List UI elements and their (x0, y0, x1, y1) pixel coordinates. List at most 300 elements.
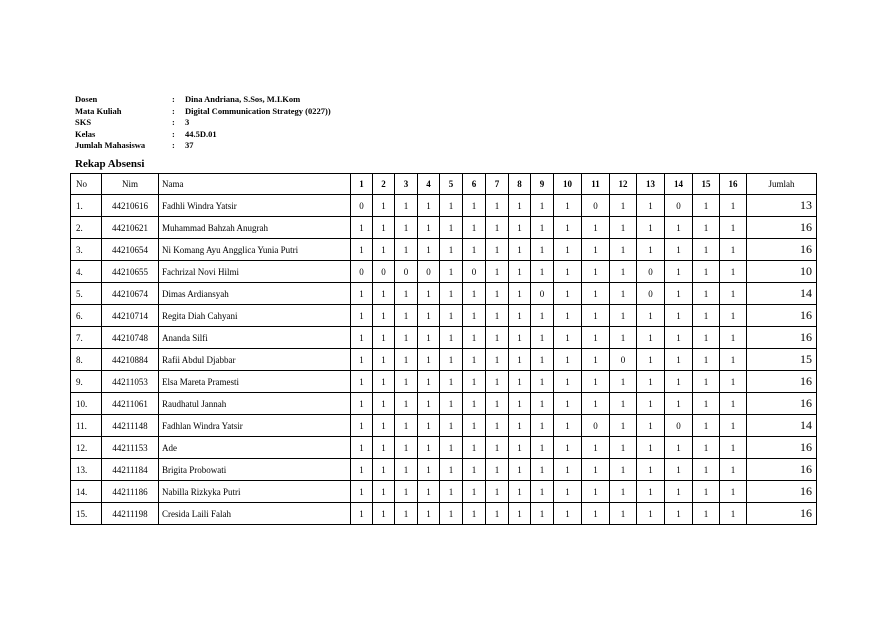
attendance-mark: 0 (463, 261, 486, 283)
attendance-mark: 1 (486, 327, 509, 349)
attendance-mark: 1 (486, 195, 509, 217)
attendance-mark: 1 (554, 261, 582, 283)
attendance-mark: 1 (351, 459, 373, 481)
row-number: 12. (71, 437, 102, 459)
attendance-mark: 1 (665, 305, 693, 327)
attendance-mark: 1 (637, 305, 665, 327)
table-row (71, 305, 817, 327)
attendance-mark: 1 (463, 393, 486, 415)
course-label: Mata Kuliah (75, 105, 122, 116)
row-number: 14. (71, 481, 102, 503)
attendance-mark: 1 (509, 437, 531, 459)
attendance-mark: 1 (373, 217, 395, 239)
attendance-mark: 1 (610, 371, 637, 393)
attendance-mark: 1 (373, 349, 395, 371)
attendance-mark: 1 (395, 371, 418, 393)
attendance-mark: 0 (351, 195, 373, 217)
attendance-mark: 0 (531, 283, 554, 305)
student-name: Ni Komang Ayu Angglica Yunia Putri (159, 239, 351, 261)
attendance-mark: 1 (637, 481, 665, 503)
attendance-mark: 1 (418, 437, 440, 459)
attendance-mark: 1 (665, 349, 693, 371)
attendance-mark: 1 (440, 283, 463, 305)
attendance-mark: 1 (395, 195, 418, 217)
attendance-mark: 1 (440, 459, 463, 481)
row-number: 11. (71, 415, 102, 437)
attendance-mark: 1 (395, 349, 418, 371)
attendance-mark: 1 (554, 327, 582, 349)
table-row (71, 371, 817, 393)
attendance-mark: 1 (531, 459, 554, 481)
attendance-mark: 1 (531, 437, 554, 459)
attendance-mark: 1 (351, 327, 373, 349)
attendance-total: 16 (747, 239, 817, 261)
attendance-mark: 1 (610, 503, 637, 525)
student-nim: 44211198 (102, 503, 159, 525)
student-name: Rafii Abdul Djabbar (159, 349, 351, 371)
header-meeting-6: 6 (463, 174, 486, 195)
attendance-mark: 1 (463, 349, 486, 371)
colon: : (172, 128, 175, 139)
attendance-mark: 1 (509, 393, 531, 415)
attendance-mark: 1 (720, 459, 747, 481)
student-name: Nabilla Rizkyka Putri (159, 481, 351, 503)
header-meeting-1: 1 (351, 174, 373, 195)
attendance-mark: 1 (440, 239, 463, 261)
table-row (71, 283, 817, 305)
attendance-mark: 1 (720, 393, 747, 415)
attendance-mark: 1 (418, 239, 440, 261)
attendance-mark: 0 (351, 261, 373, 283)
row-number: 7. (71, 327, 102, 349)
row-number: 1. (71, 195, 102, 217)
attendance-mark: 1 (418, 503, 440, 525)
attendance-mark: 1 (693, 195, 720, 217)
attendance-mark: 1 (509, 503, 531, 525)
header-meeting-16: 16 (720, 174, 747, 195)
table-row (71, 415, 817, 437)
student-count-row (75, 140, 331, 152)
row-number: 13. (71, 459, 102, 481)
colon: : (172, 105, 175, 116)
attendance-mark: 1 (720, 283, 747, 305)
attendance-mark: 1 (720, 503, 747, 525)
attendance-mark: 1 (720, 239, 747, 261)
student-name: Brigita Probowati (159, 459, 351, 481)
attendance-mark: 1 (395, 503, 418, 525)
attendance-mark: 1 (395, 217, 418, 239)
table-row (71, 195, 817, 217)
header-meeting-2: 2 (373, 174, 395, 195)
attendance-mark: 0 (610, 349, 637, 371)
student-nim: 44210655 (102, 261, 159, 283)
attendance-mark: 1 (351, 239, 373, 261)
student-nim: 44211184 (102, 459, 159, 481)
attendance-mark: 1 (440, 217, 463, 239)
attendance-mark: 1 (486, 481, 509, 503)
attendance-mark: 1 (693, 371, 720, 393)
attendance-mark: 1 (693, 481, 720, 503)
attendance-mark: 1 (373, 195, 395, 217)
attendance-mark: 1 (720, 195, 747, 217)
attendance-mark: 1 (554, 283, 582, 305)
colon: : (172, 140, 175, 151)
attendance-mark: 0 (373, 261, 395, 283)
header-meeting-7: 7 (486, 174, 509, 195)
attendance-mark: 1 (720, 371, 747, 393)
student-nim: 44211153 (102, 437, 159, 459)
attendance-mark: 1 (554, 393, 582, 415)
attendance-mark: 1 (418, 305, 440, 327)
attendance-mark: 1 (486, 305, 509, 327)
attendance-mark: 1 (531, 503, 554, 525)
attendance-mark: 1 (373, 481, 395, 503)
table-body (71, 195, 817, 525)
attendance-mark: 1 (463, 239, 486, 261)
attendance-mark: 1 (665, 239, 693, 261)
attendance-mark: 1 (351, 305, 373, 327)
attendance-mark: 1 (582, 217, 610, 239)
attendance-mark: 0 (637, 283, 665, 305)
attendance-total: 14 (747, 283, 817, 305)
attendance-mark: 1 (418, 459, 440, 481)
attendance-mark: 1 (418, 217, 440, 239)
attendance-mark: 1 (637, 393, 665, 415)
attendance-mark: 1 (351, 503, 373, 525)
attendance-mark: 1 (351, 393, 373, 415)
attendance-mark: 1 (509, 305, 531, 327)
header-total: Jumlah (747, 174, 817, 195)
attendance-mark: 1 (463, 415, 486, 437)
attendance-total: 16 (747, 305, 817, 327)
student-nim: 44210621 (102, 217, 159, 239)
attendance-mark: 1 (665, 503, 693, 525)
attendance-total: 10 (747, 261, 817, 283)
attendance-mark: 0 (582, 415, 610, 437)
student-name: Ade (159, 437, 351, 459)
attendance-mark: 1 (665, 459, 693, 481)
header-meeting-14: 14 (665, 174, 693, 195)
header-meeting-12: 12 (610, 174, 637, 195)
attendance-mark: 1 (665, 217, 693, 239)
attendance-mark: 1 (509, 217, 531, 239)
attendance-mark: 1 (418, 195, 440, 217)
attendance-mark: 1 (463, 327, 486, 349)
attendance-mark: 1 (582, 261, 610, 283)
attendance-mark: 1 (509, 327, 531, 349)
table-row (71, 459, 817, 481)
attendance-mark: 1 (351, 371, 373, 393)
attendance-mark: 1 (693, 239, 720, 261)
attendance-mark: 1 (554, 459, 582, 481)
attendance-mark: 1 (693, 393, 720, 415)
table-row (71, 393, 817, 415)
attendance-mark: 1 (693, 305, 720, 327)
table-row (71, 217, 817, 239)
header-no: No (71, 174, 102, 195)
student-nim: 44210714 (102, 305, 159, 327)
attendance-mark: 1 (351, 217, 373, 239)
attendance-total: 16 (747, 217, 817, 239)
attendance-mark: 1 (720, 349, 747, 371)
attendance-mark: 1 (554, 305, 582, 327)
attendance-mark: 1 (610, 393, 637, 415)
attendance-mark: 1 (582, 481, 610, 503)
attendance-mark: 1 (610, 305, 637, 327)
attendance-mark: 1 (610, 283, 637, 305)
attendance-mark: 1 (531, 393, 554, 415)
attendance-mark: 0 (637, 261, 665, 283)
attendance-mark: 1 (351, 415, 373, 437)
attendance-mark: 1 (531, 239, 554, 261)
student-name: Fadhli Windra Yatsir (159, 195, 351, 217)
attendance-mark: 1 (395, 393, 418, 415)
attendance-mark: 1 (418, 349, 440, 371)
attendance-mark: 1 (531, 305, 554, 327)
attendance-mark: 1 (463, 283, 486, 305)
attendance-mark: 1 (665, 261, 693, 283)
attendance-mark: 1 (395, 481, 418, 503)
attendance-mark: 1 (693, 217, 720, 239)
student-name: Regita Diah Cahyani (159, 305, 351, 327)
student-name: Raudhatul Jannah (159, 393, 351, 415)
attendance-mark: 1 (373, 503, 395, 525)
attendance-mark: 1 (554, 195, 582, 217)
attendance-mark: 1 (463, 481, 486, 503)
attendance-mark: 1 (440, 261, 463, 283)
table-row (71, 327, 817, 349)
attendance-mark: 1 (582, 437, 610, 459)
attendance-mark: 1 (509, 415, 531, 437)
attendance-mark: 0 (395, 261, 418, 283)
attendance-mark: 1 (395, 437, 418, 459)
attendance-mark: 1 (665, 327, 693, 349)
course-info (75, 94, 331, 152)
section-title: Rekap Absensi (75, 158, 145, 170)
attendance-mark: 1 (610, 239, 637, 261)
attendance-mark: 1 (720, 217, 747, 239)
class-value: 44.5D.01 (185, 128, 217, 139)
attendance-mark: 1 (509, 481, 531, 503)
attendance-mark: 1 (554, 371, 582, 393)
attendance-mark: 0 (665, 415, 693, 437)
attendance-total: 14 (747, 415, 817, 437)
student-nim: 44211186 (102, 481, 159, 503)
attendance-mark: 1 (554, 349, 582, 371)
attendance-mark: 1 (395, 239, 418, 261)
header-meeting-8: 8 (509, 174, 531, 195)
attendance-mark: 1 (665, 283, 693, 305)
attendance-mark: 1 (720, 481, 747, 503)
attendance-mark: 1 (463, 437, 486, 459)
attendance-mark: 1 (582, 327, 610, 349)
attendance-mark: 1 (720, 327, 747, 349)
student-nim: 44210654 (102, 239, 159, 261)
attendance-mark: 1 (440, 415, 463, 437)
attendance-mark: 1 (440, 503, 463, 525)
row-number: 5. (71, 283, 102, 305)
attendance-mark: 1 (720, 305, 747, 327)
attendance-mark: 1 (373, 415, 395, 437)
student-nim: 44210674 (102, 283, 159, 305)
attendance-mark: 1 (531, 261, 554, 283)
attendance-total: 13 (747, 195, 817, 217)
attendance-mark: 1 (554, 415, 582, 437)
student-name: Fadhlan Windra Yatsir (159, 415, 351, 437)
attendance-mark: 1 (610, 217, 637, 239)
row-number: 15. (71, 503, 102, 525)
row-number: 4. (71, 261, 102, 283)
lecturer-label: Dosen (75, 94, 98, 104)
student-name: Fachrizal Novi Hilmi (159, 261, 351, 283)
header-meeting-15: 15 (693, 174, 720, 195)
attendance-mark: 1 (610, 437, 637, 459)
attendance-mark: 1 (693, 327, 720, 349)
colon: : (172, 117, 175, 128)
attendance-total: 16 (747, 393, 817, 415)
attendance-mark: 1 (351, 481, 373, 503)
attendance-mark: 0 (665, 195, 693, 217)
attendance-mark: 1 (665, 393, 693, 415)
student-count-label: Jumlah Mahasiswa (75, 140, 146, 151)
attendance-total: 16 (747, 371, 817, 393)
header-meeting-3: 3 (395, 174, 418, 195)
attendance-mark: 1 (509, 239, 531, 261)
row-number: 10. (71, 393, 102, 415)
attendance-mark: 1 (509, 195, 531, 217)
student-nim: 44211061 (102, 393, 159, 415)
attendance-mark: 1 (463, 459, 486, 481)
attendance-mark: 1 (582, 503, 610, 525)
attendance-mark: 1 (418, 283, 440, 305)
student-name: Cresida Laili Falah (159, 503, 351, 525)
attendance-mark: 1 (373, 459, 395, 481)
student-nim: 44211053 (102, 371, 159, 393)
table-row (71, 437, 817, 459)
attendance-mark: 1 (486, 393, 509, 415)
student-count-value: 37 (185, 140, 194, 151)
header-meeting-11: 11 (582, 174, 610, 195)
attendance-mark: 1 (720, 261, 747, 283)
attendance-mark: 1 (637, 459, 665, 481)
attendance-mark: 1 (610, 459, 637, 481)
attendance-total: 16 (747, 459, 817, 481)
attendance-mark: 1 (554, 217, 582, 239)
attendance-mark: 1 (509, 459, 531, 481)
attendance-mark: 1 (486, 217, 509, 239)
attendance-mark: 1 (531, 371, 554, 393)
row-number: 9. (71, 371, 102, 393)
student-nim: 44211148 (102, 415, 159, 437)
attendance-mark: 1 (418, 415, 440, 437)
attendance-mark: 1 (486, 459, 509, 481)
attendance-mark: 1 (373, 437, 395, 459)
attendance-mark: 1 (582, 283, 610, 305)
attendance-total: 16 (747, 437, 817, 459)
course-row (75, 106, 331, 118)
class-row (75, 129, 331, 141)
attendance-mark: 1 (637, 217, 665, 239)
attendance-mark: 1 (486, 415, 509, 437)
attendance-mark: 1 (693, 503, 720, 525)
attendance-mark: 1 (440, 195, 463, 217)
attendance-mark: 1 (486, 283, 509, 305)
attendance-mark: 1 (418, 393, 440, 415)
row-number: 6. (71, 305, 102, 327)
attendance-mark: 1 (531, 415, 554, 437)
attendance-mark: 1 (486, 437, 509, 459)
attendance-mark: 1 (637, 349, 665, 371)
attendance-mark: 1 (373, 239, 395, 261)
attendance-mark: 1 (610, 481, 637, 503)
attendance-mark: 1 (463, 217, 486, 239)
header-meeting-10: 10 (554, 174, 582, 195)
attendance-mark: 1 (582, 349, 610, 371)
attendance-mark: 1 (582, 305, 610, 327)
attendance-mark: 1 (440, 393, 463, 415)
attendance-mark: 1 (418, 481, 440, 503)
attendance-mark: 1 (509, 349, 531, 371)
attendance-mark: 1 (373, 305, 395, 327)
table-row (71, 481, 817, 503)
attendance-mark: 1 (720, 437, 747, 459)
attendance-mark: 1 (440, 305, 463, 327)
attendance-total: 15 (747, 349, 817, 371)
attendance-mark: 1 (509, 371, 531, 393)
attendance-mark: 1 (440, 349, 463, 371)
attendance-mark: 1 (395, 327, 418, 349)
student-name: Muhammad Bahzah Anugrah (159, 217, 351, 239)
attendance-mark: 1 (693, 261, 720, 283)
attendance-mark: 1 (637, 327, 665, 349)
student-name: Dimas Ardiansyah (159, 283, 351, 305)
attendance-mark: 1 (554, 481, 582, 503)
attendance-mark: 1 (637, 371, 665, 393)
attendance-mark: 1 (486, 503, 509, 525)
table-row (71, 239, 817, 261)
attendance-mark: 1 (509, 261, 531, 283)
attendance-mark: 1 (582, 459, 610, 481)
class-label: Kelas (75, 128, 96, 139)
attendance-mark: 1 (395, 305, 418, 327)
attendance-mark: 1 (486, 261, 509, 283)
attendance-mark: 1 (440, 437, 463, 459)
table-row (71, 503, 817, 525)
attendance-mark: 1 (418, 371, 440, 393)
attendance-total: 16 (747, 327, 817, 349)
attendance-mark: 1 (463, 503, 486, 525)
attendance-mark: 1 (486, 371, 509, 393)
attendance-mark: 1 (351, 437, 373, 459)
colon: : (172, 94, 175, 104)
attendance-mark: 1 (531, 217, 554, 239)
header-nim: Nim (102, 174, 159, 195)
attendance-mark: 1 (582, 393, 610, 415)
table-row (71, 261, 817, 283)
header-meeting-5: 5 (440, 174, 463, 195)
attendance-mark: 1 (463, 195, 486, 217)
attendance-mark: 1 (637, 503, 665, 525)
attendance-mark: 1 (440, 371, 463, 393)
credits-label: SKS (75, 117, 92, 128)
attendance-mark: 1 (395, 283, 418, 305)
attendance-mark: 1 (582, 371, 610, 393)
attendance-mark: 0 (418, 261, 440, 283)
header-meeting-9: 9 (531, 174, 554, 195)
attendance-mark: 1 (720, 415, 747, 437)
attendance-mark: 1 (509, 283, 531, 305)
attendance-mark: 1 (531, 327, 554, 349)
